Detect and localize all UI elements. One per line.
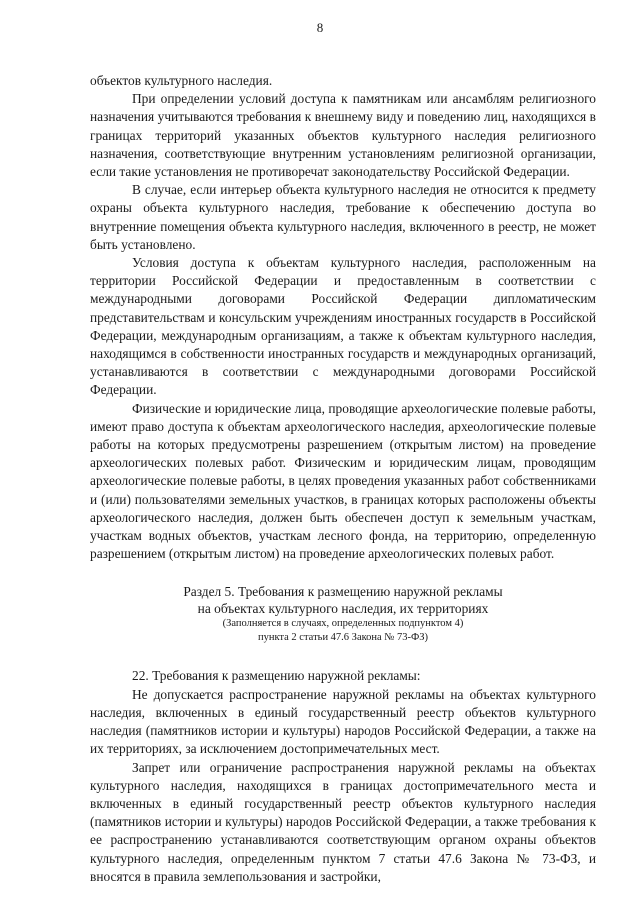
paragraph: При определении условий доступа к памятникам или ансамблям религиозного назначения учитываются требования к внешнему виду и поведению лиц, находящихся в границах территорий указанных объектов культурного наследия религиозного назначения, соответствующие внутренним установлениям религиозной организации, если такие установления не противоречат законодательству Российской Федерации. [90, 91, 596, 180]
paragraphs-top [90, 72, 596, 563]
document-body [90, 72, 596, 886]
paragraphs-bottom [90, 667, 596, 885]
paragraph: В случае, если интерьер объекта культурного наследия не относится к предмету охраны объекта культурного наследия, требование к обеспечению доступа во внутренние помещения объекта культурного наследия, включенного в реестр, не может быть установлено. [90, 182, 596, 252]
paragraph: 22. Требования к размещению наружной рекламы: [132, 668, 421, 684]
page-number: 8 [316, 20, 324, 35]
section-note-line-1: (Заполняется в случаях, определенных подпунктом 4) [222, 618, 464, 630]
paragraph: Не допускается распространение наружной рекламы на объектах культурного наследия, включенных в единый государственный реестр объектов культурного наследия (памятников истории и культуры) народов Российской Федерации, а также на их территориях, за исключением достопримечательных мест. [90, 686, 596, 757]
section-title-line-2: на объектах культурного наследия, их территориях [197, 601, 489, 617]
section-title-line-1: Раздел 5. Требования к размещению наружной рекламы [183, 584, 503, 600]
section-heading [90, 583, 596, 645]
paragraph: Запрет или ограничение распространения наружной рекламы на объектах культурного наследия, находящихся в границах достопримечательного места и включенных в единый государственный реестр объектов культурного наследия (памятников истории и культуры) народов Российской Федерации, а также требования к ее распространению устанавливаются соответствующим органом охраны объектов культурного наследия, определенным пунктом 7 статьи 47.6 Закона № 73-ФЗ, и вносятся в правила землепользования и застройки, [90, 759, 596, 884]
section-note-line-2: пункта 2 статьи 47.6 Закона № 73-ФЗ) [257, 632, 429, 644]
paragraph: объектов культурного наследия. [90, 73, 273, 88]
paragraph: Физические и юридические лица, проводящие археологические полевые работы, имеют право доступа к объектам археологического наследия, археологические полевые работы на которых предусмотрены разрешением (открытым листом) на проведение археологических полевых работ. Физическим и юридическим лицам, проводящим археологические полевые работы, в целях проведения указанных работ собственниками и (или) пользователями земельных участков, в границах которых расположены объекты археологического наследия, должен быть обеспечен доступ к земельным участкам, участкам водных объектов, участкам лесного фонда, на территорию, определенную разрешением (открытым листом) на проведение археологических полевых работ. [90, 400, 596, 562]
paragraph: Условия доступа к объектам культурного наследия, расположенным на территории Российской Федерации и предоставленным в соответствии с международными договорами Российской Федерации дипломатическим представительствам и консульским учреждениям иностранных государств в Российской Федерации, международным организациям, а также к объектам культурного наследия, находящимся в собственности иностранных государств и международных организаций, устанавливаются в соответствии с международными договорами Российской Федерации. [90, 255, 596, 398]
